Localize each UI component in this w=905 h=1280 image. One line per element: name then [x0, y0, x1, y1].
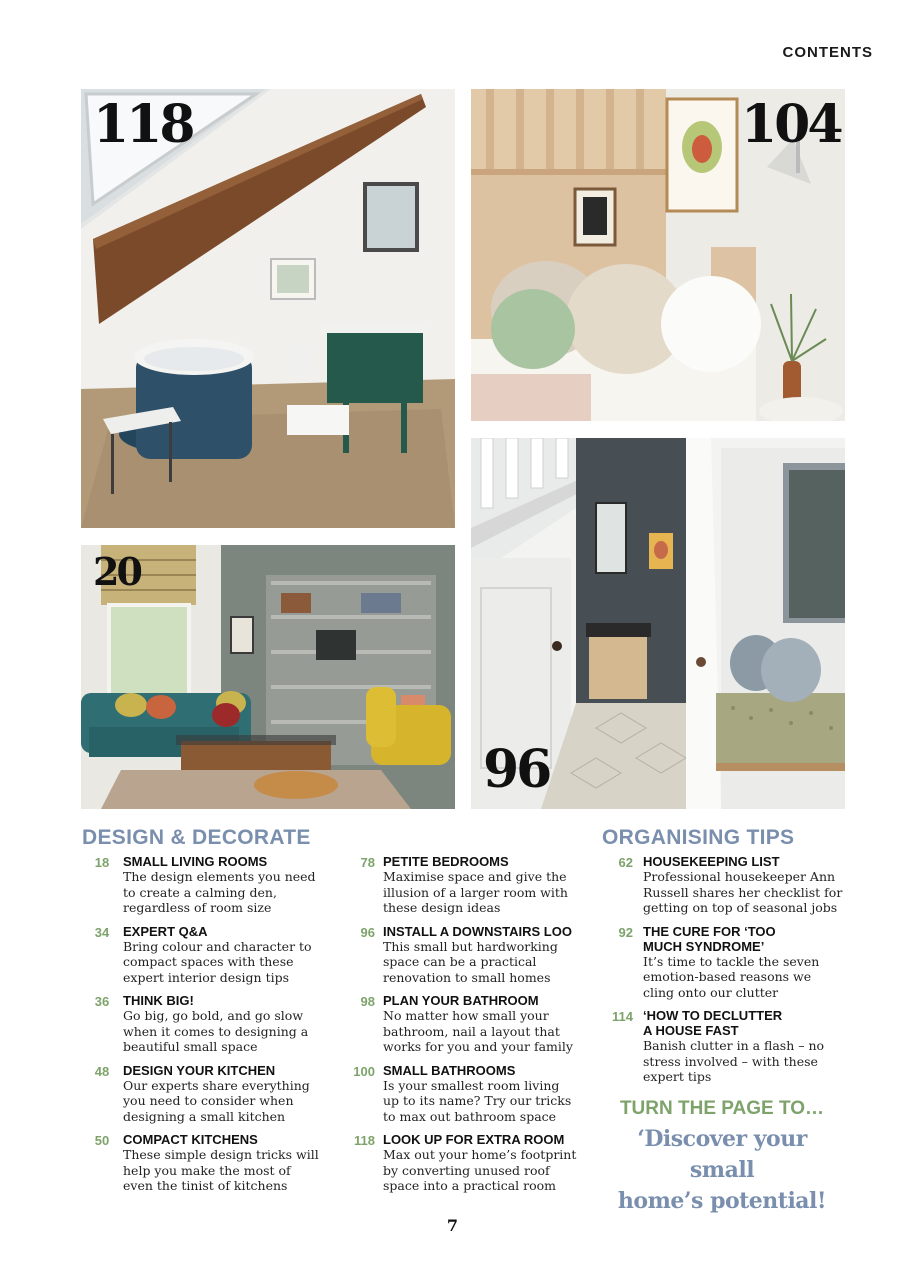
page-number: 7: [446, 1216, 459, 1235]
contents-entry[interactable]: [341, 924, 591, 986]
entry-description: Go big, go bold, and go slow when it comes to designing a beautiful small space: [123, 1008, 309, 1054]
turn-the-page-title: TURN THE PAGE TO…: [619, 1098, 825, 1119]
design-decorate-column-2: [341, 854, 591, 1202]
entry-description: Max out your home’s footprint by converting unused roof space into a practical room: [383, 1147, 577, 1193]
design-decorate-heading: DESIGN & DECORATE: [82, 826, 311, 849]
contents-entry[interactable]: [341, 993, 591, 1055]
entry-title: HOUSEKEEPING LIST: [643, 854, 780, 869]
contents-entry[interactable]: [81, 1132, 331, 1194]
contents-entry[interactable]: [341, 1132, 591, 1194]
entry-title: INSTALL A DOWNSTAIRS LOO: [383, 923, 572, 939]
entry-title: DESIGN YOUR KITCHEN: [123, 1062, 276, 1078]
entry-title: PLAN YOUR BATHROOM: [383, 993, 539, 1008]
entry-description: Professional housekeeper Ann Russell shares her checklist for getting on top of seasonal jobs: [643, 869, 843, 915]
entry-description: The design elements you need to create a calming den, regardless of room size: [123, 869, 316, 915]
entry-title: COMPACT KITCHENS: [123, 1132, 258, 1147]
entry-title: ‘HOW TO DECLUTTER A HOUSE FAST: [643, 1008, 783, 1038]
entry-page: 18: [94, 855, 110, 870]
entry-title: SMALL LIVING ROOMS: [123, 854, 268, 869]
living-room-photo: [81, 545, 455, 809]
entry-title: THINK BIG!: [123, 993, 194, 1008]
entry-page: 34: [94, 924, 110, 940]
contents-entry[interactable]: [81, 854, 331, 916]
entry-page: 48: [94, 1063, 110, 1079]
organising-tips-heading: ORGANISING TIPS: [602, 826, 795, 849]
entry-page: 114: [612, 1009, 633, 1024]
entry-title: EXPERT Q&A: [123, 923, 208, 939]
entry-description: Maximise space and give the illusion of a larger room with these design ideas: [383, 869, 568, 915]
entry-page: 100: [353, 1063, 375, 1079]
entry-title: SMALL BATHROOMS: [383, 1062, 516, 1078]
organising-tips-column: [601, 854, 851, 1093]
entry-page: 118: [354, 1133, 375, 1148]
entry-page: 62: [618, 855, 633, 870]
turn-the-page-promo: [602, 1098, 842, 1217]
page-number-badge: 20: [93, 549, 140, 594]
downstairs-loo-photo: [471, 438, 845, 809]
design-decorate-column-1: [81, 854, 331, 1202]
entry-description: This small but hardworking space can be a practical renovation to small homes: [383, 938, 558, 985]
entry-page: 96: [360, 924, 375, 940]
entry-title: THE CURE FOR ‘TOO MUCH SYNDROME’: [643, 923, 776, 954]
contents-entry[interactable]: [341, 854, 591, 916]
contents-entry[interactable]: [81, 924, 331, 986]
entry-description: No matter how small your bathroom, nail a layout that works for you and your family: [383, 1008, 573, 1054]
entry-page: 92: [618, 924, 633, 940]
contents-entry[interactable]: [81, 1063, 331, 1125]
contents-entry[interactable]: [601, 1008, 851, 1085]
entry-page: 36: [94, 994, 110, 1009]
entry-page: 50: [94, 1133, 110, 1148]
page-number-badge: 118: [93, 94, 193, 155]
bedroom-photo: [471, 89, 845, 421]
page-number-badge: 96: [483, 739, 550, 800]
turn-the-page-subtitle: ‘Discover your small home’s potential!: [617, 1126, 827, 1214]
entry-description: Bring colour and character to compact spaces with these expert interior design tips: [123, 938, 312, 985]
page-number-badge: 104: [741, 94, 841, 155]
contents-entry[interactable]: [341, 1063, 591, 1125]
contents-entry[interactable]: [81, 993, 331, 1055]
contents-entry[interactable]: [601, 924, 851, 1001]
entry-page: 78: [360, 855, 375, 870]
entry-title: PETITE BEDROOMS: [383, 854, 509, 869]
entry-description: Banish clutter in a flash – no stress involved – with these expert tips: [643, 1038, 825, 1084]
entry-description: It’s time to tackle the seven emotion-based reasons we cling onto our clutter: [643, 953, 820, 1000]
attic-bathroom-photo: [81, 89, 455, 528]
entry-title: LOOK UP FOR EXTRA ROOM: [383, 1132, 565, 1147]
contents-entry[interactable]: [601, 854, 851, 916]
entry-description: These simple design tricks will help you make the most of even the tinist of kitchens: [123, 1147, 319, 1193]
entry-page: 98: [360, 994, 375, 1009]
entry-description: Is your smallest room living up to its name? Try our tricks to max out bathroom space: [383, 1077, 572, 1124]
section-header: CONTENTS: [782, 44, 873, 61]
entry-description: Our experts share everything you need to consider when designing a small kitchen: [123, 1077, 310, 1124]
